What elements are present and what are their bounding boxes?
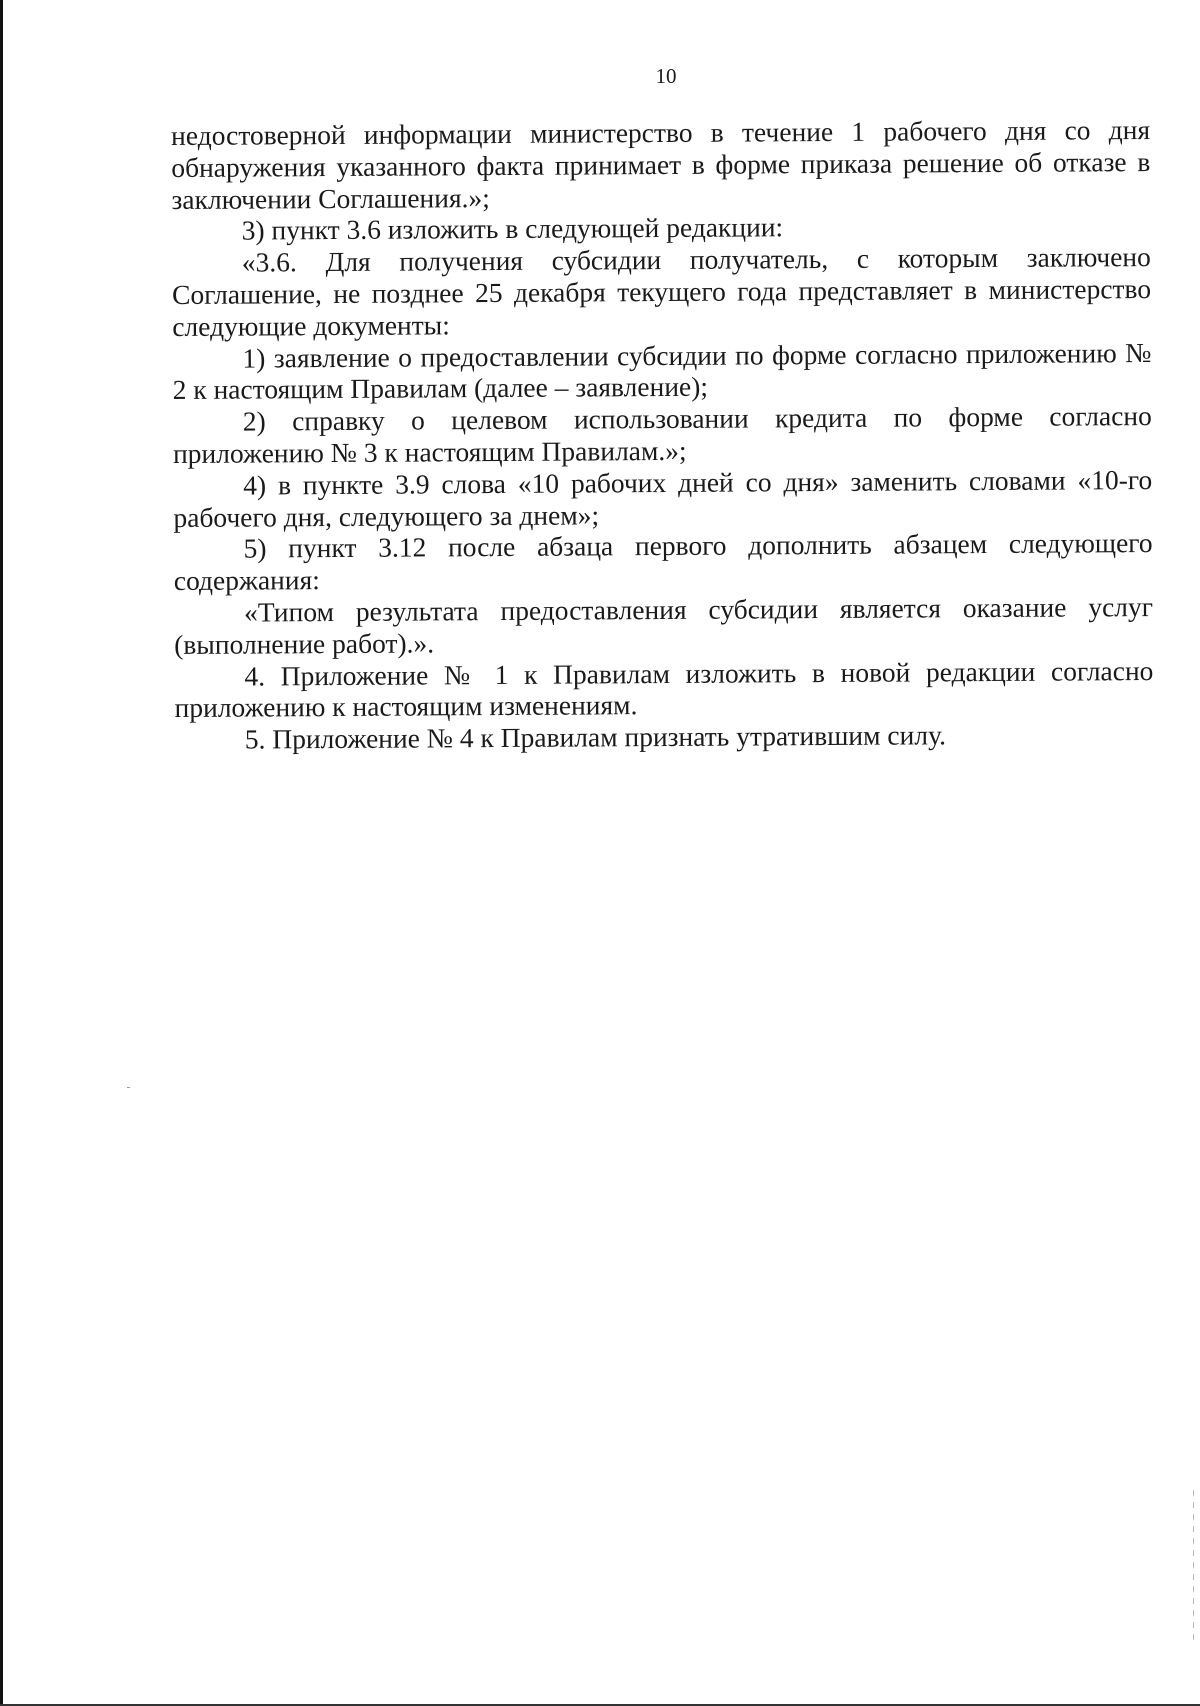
paragraph-clause-3-6: «3.6. Для получения субсидии получатель, с которым заключено Соглашение, не позднее 25 декабря текущего года представляет в министерство следующие документы: bbox=[171, 241, 1152, 342]
paragraph-appendix-1: 4. Приложение № 1 к Правилам изложить в новой редакции согласно приложению к настоящим изменениям. bbox=[174, 654, 1154, 724]
paragraph-item-3: 3) пункт 3.6 изложить в следующей редакции: bbox=[241, 211, 784, 246]
paragraph-refusal-continuation: недостоверной информации министерство в течение 1 рабочего дня со дня обнаружения указанного факта принимает в форме приказа решение об отказе в заключении Соглашения.»; bbox=[171, 114, 1151, 215]
scan-speck bbox=[127, 1087, 130, 1088]
document-body bbox=[171, 114, 1154, 756]
scan-right-marks bbox=[1193, 1490, 1194, 1640]
paragraph-document-1: 1) заявление о предоставлении субсидии по форме согласно приложению № 2 к настоящим Правилам (далее – заявление); bbox=[172, 336, 1152, 406]
paragraph-appendix-4: 5. Приложение № 4 к Правилам признать утратившим силу. bbox=[244, 719, 946, 755]
page-number: 10 bbox=[655, 64, 677, 88]
paragraph-item-4: 4) в пункте 3.9 слова «10 рабочих дней со дня» заменить словами «10-го рабочего дня, следующего за днем»; bbox=[173, 463, 1153, 533]
paragraph-document-2: 2) справку о целевом использовании кредита по форме согласно приложению № 3 к настоящим Правилам.»; bbox=[172, 400, 1152, 469]
paragraph-result-type: «Типом результата предоставления субсидии является оказание услуг (выполнение работ).». bbox=[174, 590, 1154, 660]
paragraph-item-5: 5) пункт 3.12 после абзаца первого дополнить абзацем следующего содержания: bbox=[173, 527, 1153, 597]
scan-left-edge bbox=[0, 0, 3, 1706]
